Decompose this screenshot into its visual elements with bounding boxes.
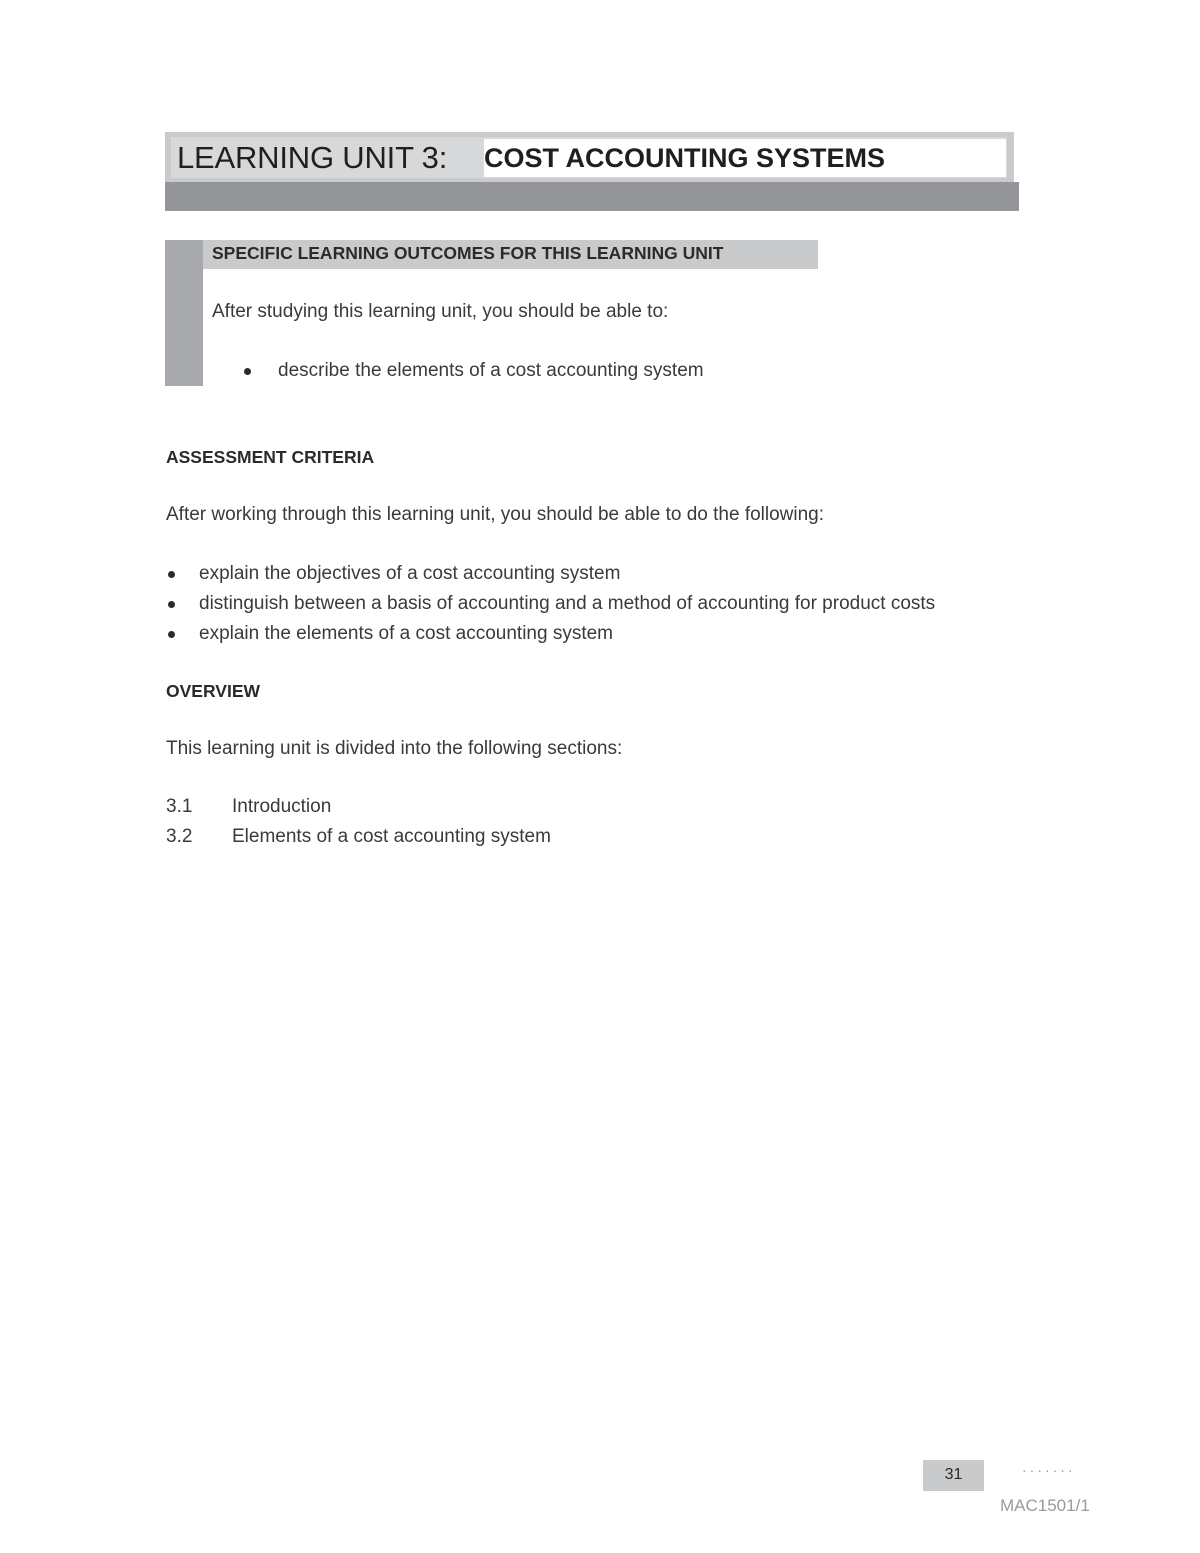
outcome-item-text: describe the elements of a cost accounting system: [278, 360, 704, 381]
bullet-icon: [168, 601, 175, 608]
title-underbar: [165, 182, 1019, 211]
bullet-icon: [168, 571, 175, 578]
outcomes-heading: SPECIFIC LEARNING OUTCOMES FOR THIS LEARNING UNIT: [212, 243, 724, 263]
section-title: Introduction: [232, 796, 332, 817]
section-number: 3.2: [166, 826, 193, 847]
assessment-intro: After working through this learning unit, you should be able to do the following:: [166, 504, 825, 525]
section-title: Elements of a cost accounting system: [232, 826, 551, 847]
page-number: 31: [944, 1466, 963, 1483]
outcomes-intro: After studying this learning unit, you should be able to:: [212, 301, 669, 322]
bullet-icon: [168, 631, 175, 638]
assessment-item: [168, 623, 613, 645]
assessment-heading: ASSESSMENT CRITERIA: [166, 447, 375, 467]
assessment-item-text: explain the objectives of a cost accounting system: [199, 563, 621, 584]
assessment-item: [168, 593, 935, 615]
assessment-item-text: explain the elements of a cost accounting system: [199, 623, 614, 644]
overview-heading: OVERVIEW: [166, 681, 261, 701]
overview-intro: This learning unit is divided into the following sections:: [166, 738, 623, 759]
section-number: 3.1: [166, 796, 193, 817]
unit-title: COST ACCOUNTING SYSTEMS: [484, 143, 886, 173]
assessment-item-text: distinguish between a basis of accounting and a method of accounting for product costs: [199, 593, 936, 614]
outcomes-side-bar: [165, 240, 203, 386]
unit-label: LEARNING UNIT 3:: [177, 140, 448, 175]
bullet-icon: [244, 368, 251, 375]
outcome-item: [244, 360, 704, 382]
assessment-item: [168, 563, 620, 585]
footer-dots: ·······: [1022, 1462, 1076, 1478]
course-code: MAC1501/1: [1000, 1496, 1090, 1515]
